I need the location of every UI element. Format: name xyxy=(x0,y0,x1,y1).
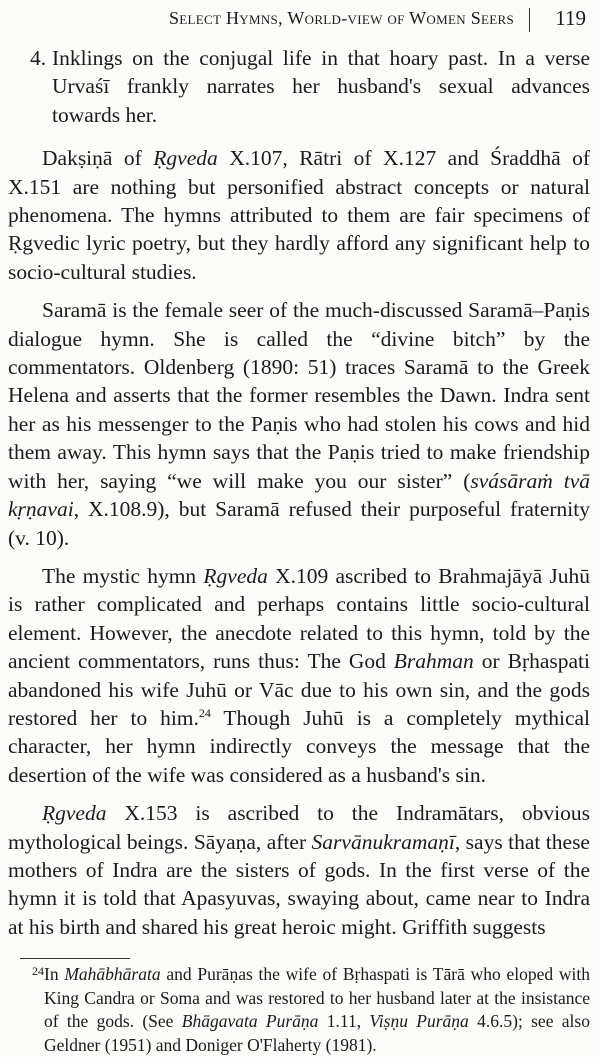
footnote-divider xyxy=(20,958,130,959)
footnote-text: In Mahābhārata and Purāṇas the wife of Bṛhaspati is Tārā who eloped with King Candra or Soma and was restored to her husband later at the insistance of the gods. (See Bhāgavata Purāṇa 1.11, Viṣṇu Purāṇa 4.6.5); see also Geldner (1951) and Doniger O'Flaherty (1981). xyxy=(44,964,590,1055)
footnote xyxy=(8,963,590,1057)
list-item xyxy=(8,44,590,129)
page-number: 119 xyxy=(555,6,586,30)
footnote-mark: 24 xyxy=(32,964,44,978)
list-item-text: Inklings on the conjugal life in that hoary past. In a verse Urvaśī frankly narrates her husband's sexual advances towards her. xyxy=(52,46,590,127)
paragraph-indramatars: Ṛgveda X.153 is ascribed to the Indramātars, obvious mythological beings. Sāyaṇa, after Sarvānukramaṇī, says that these mothers of Indra are the sisters of gods. In the first verse of the hymn it is told that Apasyuvas, swaying about, came near to Indra at his birth and shared his great heroic might. Griffith suggests xyxy=(8,801,590,939)
paragraph-juhu: The mystic hymn Ṛgveda X.109 ascribed to Brahmajāyā Juhū is rather complicated and perhaps contains little socio-cultural element. However, the anecdote related to this hymn, told by the ancient commentators, runs thus: The God Brahman or Bṛhaspati abandoned his wife Juhū or Vāc due to his own sin, and the gods restored her to him.$^{24}$ Though Juhū is a completely mythical character, her hymn indirectly conveys the message that the desertion of the wife was considered as a husband's sin. xyxy=(8,563,591,787)
paragraph-daksina: Dakṣiṇā of Ṛgveda X.107, Rātri of X.127 and Śraddhā of X.151 are nothing but personified abstract concepts or natural phenomena. The hymns attributed to them are fair specimens of Ṛgvedic lyric poetry, but they hardly afford any significant help to socio-cultural studies. xyxy=(8,146,590,284)
list-item-number: 4. xyxy=(30,46,47,70)
footnote-reference[interactable]: 24 xyxy=(198,705,211,720)
paragraph-sarama: Saramā is the female seer of the much-discussed Saramā–Paṇis dialogue hymn. She is called the “divine bitch” by the commentators. Oldenberg (1890: 51) traces Saramā to the Greek Helena and asserts that the former resembles the Dawn. Indra sent her as his messenger to the Paṇis who had stolen his cows and hid them away. This hymn says that the Paṇis tried to make friendship with her, saying “we will make you our sister” (svásāraṁ tvā kṛṇavai, X.108.9), but Saramā refused their purposeful fraternity (v. 10). xyxy=(8,298,590,550)
body-text xyxy=(8,44,590,951)
running-title: Select Hymns, World-view of Women Seers xyxy=(168,8,514,28)
header-divider xyxy=(529,8,530,32)
page-header xyxy=(0,4,600,34)
